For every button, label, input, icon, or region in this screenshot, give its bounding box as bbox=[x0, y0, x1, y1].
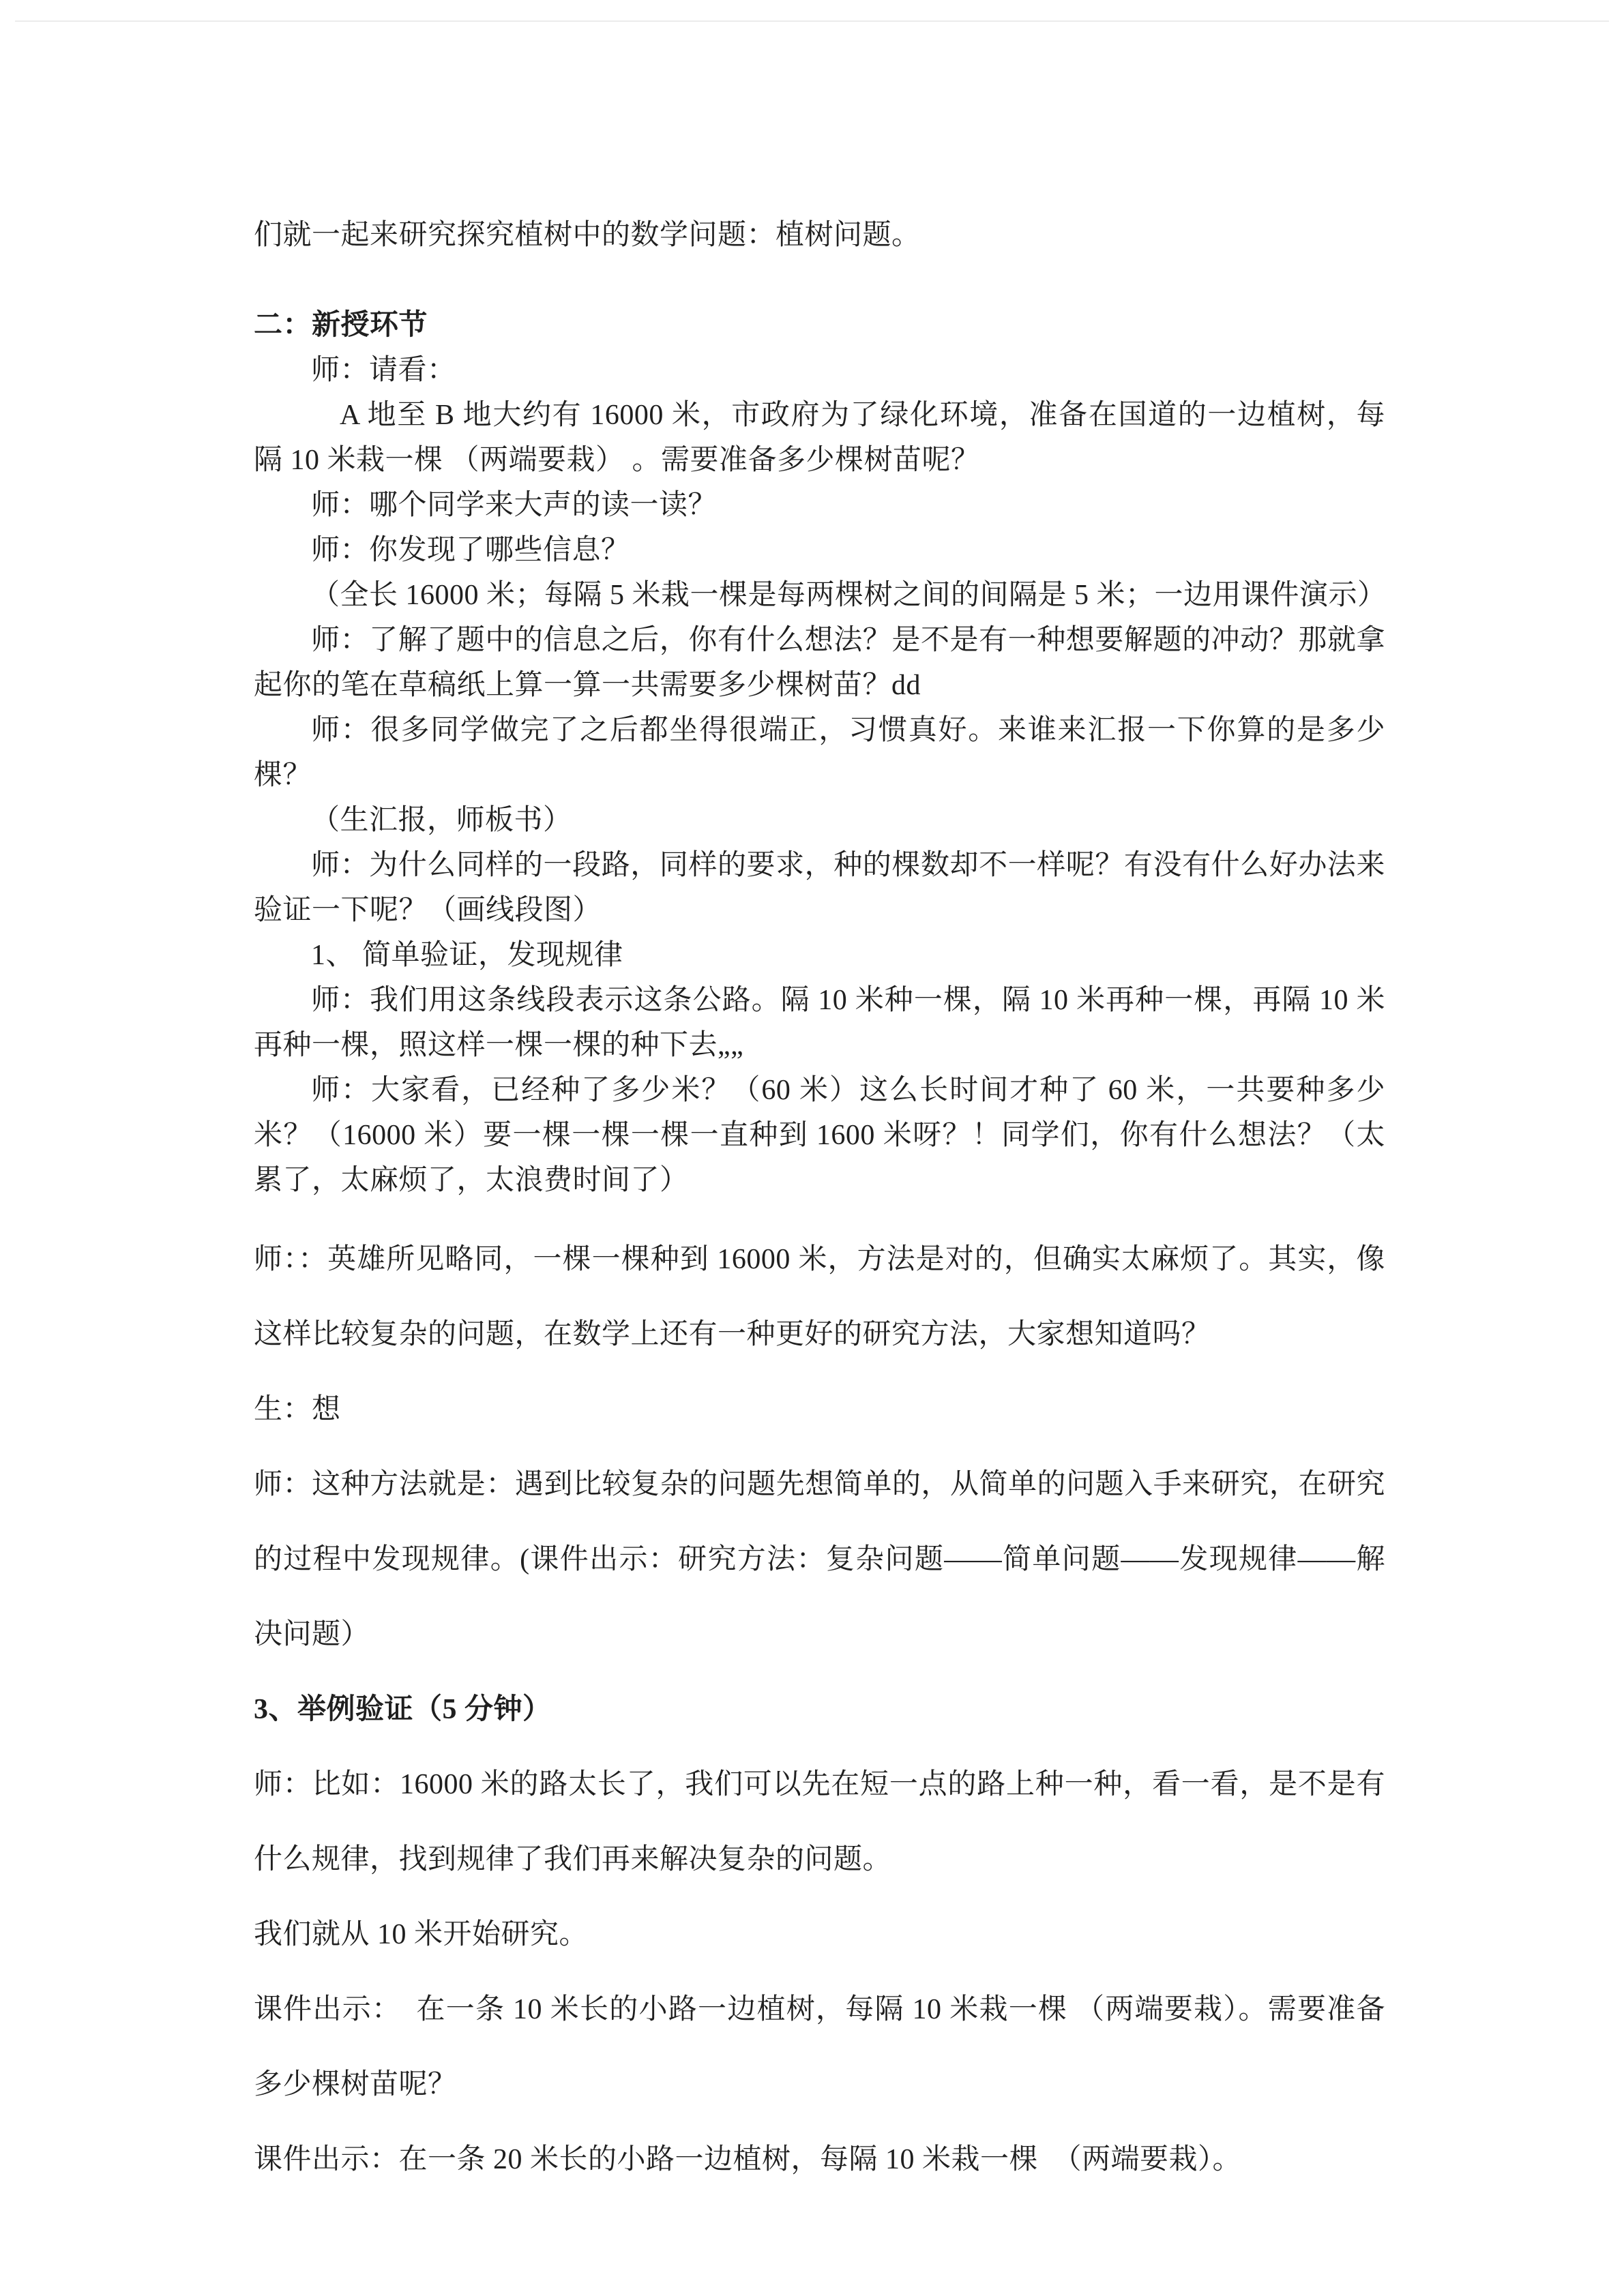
text-run: 师：请看： bbox=[311, 355, 456, 386]
bold-text-run: 课件出示： bbox=[254, 1994, 387, 2025]
paragraph bbox=[254, 618, 1385, 708]
text-run: 米栽一棵 （两端要栽）。 bbox=[915, 2144, 1242, 2175]
text-run: 师：了解了题中的信息之后，你有什么想法？是不是有一种想要解题的冲动？那就拿起你的笔在草稿纸上算一算一共需要多少棵树苗？dd bbox=[254, 625, 1385, 701]
bold-text-run: 10 bbox=[885, 2144, 915, 2175]
text-run: 米，方法是对的，但确实太麻烦了。其实，像这样比较复杂的问题，在数学上还有一种更好的研究方法，大家想知道吗？ bbox=[254, 1244, 1385, 1350]
bold-text-run: 3、举例验证（5 分钟） bbox=[254, 1694, 552, 1725]
text-run: 米长的小路一边植树，每隔 bbox=[522, 2144, 886, 2175]
page-top-rule bbox=[15, 20, 1609, 22]
paragraph bbox=[254, 303, 1385, 348]
text-run: 1、 简单验证，发现规律 bbox=[311, 940, 623, 971]
text-run: 师：大家看，已经种了多少米？（60 米）这么长时间才种了 60 米，一共要种多少米？（16000 米）要一棵一棵一棵一直种到 1600 米呀？！同学们，你有什么想法？（太累了，太麻烦了，太浪费时间了） bbox=[254, 1075, 1385, 1196]
text-run: 师：比如： bbox=[254, 1769, 400, 1800]
text-run: 师：为什么同样的一段路，同样的要求，种的棵数却不一样呢？有没有什么好办法来验证一下呢？（画线段图） bbox=[254, 850, 1385, 926]
paragraph bbox=[254, 1897, 1385, 1972]
bold-text-run: 课件出示： bbox=[254, 2144, 399, 2175]
text-run: 米长的小路一边植树，每隔 bbox=[542, 1994, 913, 2025]
bold-text-run: 10 bbox=[912, 1994, 942, 2025]
paragraph bbox=[254, 213, 1385, 258]
text-run: 师：很多同学做完了之后都坐得很端正，习惯真好。来谁来汇报一下你算的是多少棵？ bbox=[254, 715, 1385, 791]
bold-text-run: 16000 bbox=[399, 1769, 473, 1800]
text-run: 我们就从 bbox=[254, 1919, 378, 1950]
text-run: 生：想 bbox=[254, 1394, 341, 1425]
text-run: 米开始研究。 bbox=[407, 1919, 589, 1950]
text-run: 师：哪个同学来大声的读一读？ bbox=[311, 490, 718, 521]
paragraph bbox=[254, 798, 1385, 843]
text-run: 师：我们用这条线段表示这条公路。隔 10 米种一棵，隔 10 米再种一棵，再隔 10 米再种一棵，照这样一棵一棵的种下去„„ bbox=[254, 985, 1385, 1061]
paragraph bbox=[254, 708, 1385, 798]
bold-text-run: 10 bbox=[513, 1994, 542, 2025]
text-run: （生汇报，师板书） bbox=[311, 805, 572, 836]
bold-text-run: 20 bbox=[493, 2144, 523, 2175]
text-run: 在一条 bbox=[398, 2144, 494, 2175]
text-run: 师：你发现了哪些信息？ bbox=[311, 535, 630, 566]
text-run: 米的路太长了，我们可以先在短一点的路上种一种，看一看，是不是有什么规律，找到规律了我们再来解决复杂的问题。 bbox=[254, 1769, 1385, 1875]
bold-text-run: 二：新授环节 bbox=[254, 310, 428, 341]
paragraph bbox=[254, 1747, 1385, 1897]
text-run: 在一条 bbox=[387, 1994, 513, 2025]
text-run: （全长 16000 米；每隔 5 米栽一棵是每两棵树之间的间隔是 5 米；一边用课件演示） bbox=[311, 580, 1387, 611]
text-run: 米栽一棵 （两端要栽）。需要准备多少棵树苗呢？ bbox=[254, 1994, 1385, 2100]
bold-text-run: 16000 bbox=[717, 1244, 791, 1275]
paragraph bbox=[254, 1372, 1385, 1447]
paragraph bbox=[254, 978, 1385, 1068]
paragraph bbox=[254, 393, 1385, 483]
paragraph bbox=[254, 483, 1385, 528]
paragraph bbox=[254, 1972, 1385, 2122]
paragraph bbox=[254, 1068, 1385, 1203]
paragraph bbox=[254, 528, 1385, 573]
document-body bbox=[254, 213, 1385, 2197]
bold-text-run: 10 bbox=[377, 1919, 407, 1950]
paragraph bbox=[254, 1672, 1385, 1747]
paragraph bbox=[254, 1447, 1385, 1672]
paragraph bbox=[254, 843, 1385, 933]
bold-text-run: A 地至 B 地大约有 16000 米，市政府为了绿化环境，准备在国道的一边植树，每隔 10 米栽一棵 （两端要栽） 。需要准备多少棵树苗呢？ bbox=[254, 400, 1385, 476]
paragraph bbox=[254, 573, 1385, 618]
text-run: 师：这种方法就是：遇到比较复杂的问题先想简单的，从简单的问题入手来研究，在研究的过程中发现规律。(课件出示：研究方法： bbox=[254, 1469, 1385, 1575]
text-run: 们就一起来研究探究植树中的数学问题：植树问题。 bbox=[254, 220, 921, 251]
paragraph bbox=[254, 1222, 1385, 1372]
paragraph bbox=[254, 933, 1385, 978]
bold-text-run: 复杂问题——简单问题——发现规律——解决问题） bbox=[254, 1544, 1385, 1650]
text-run: 师：：英雄所见略同，一棵一棵种到 bbox=[254, 1244, 718, 1275]
paragraph bbox=[254, 348, 1385, 393]
paragraph bbox=[254, 2122, 1385, 2197]
